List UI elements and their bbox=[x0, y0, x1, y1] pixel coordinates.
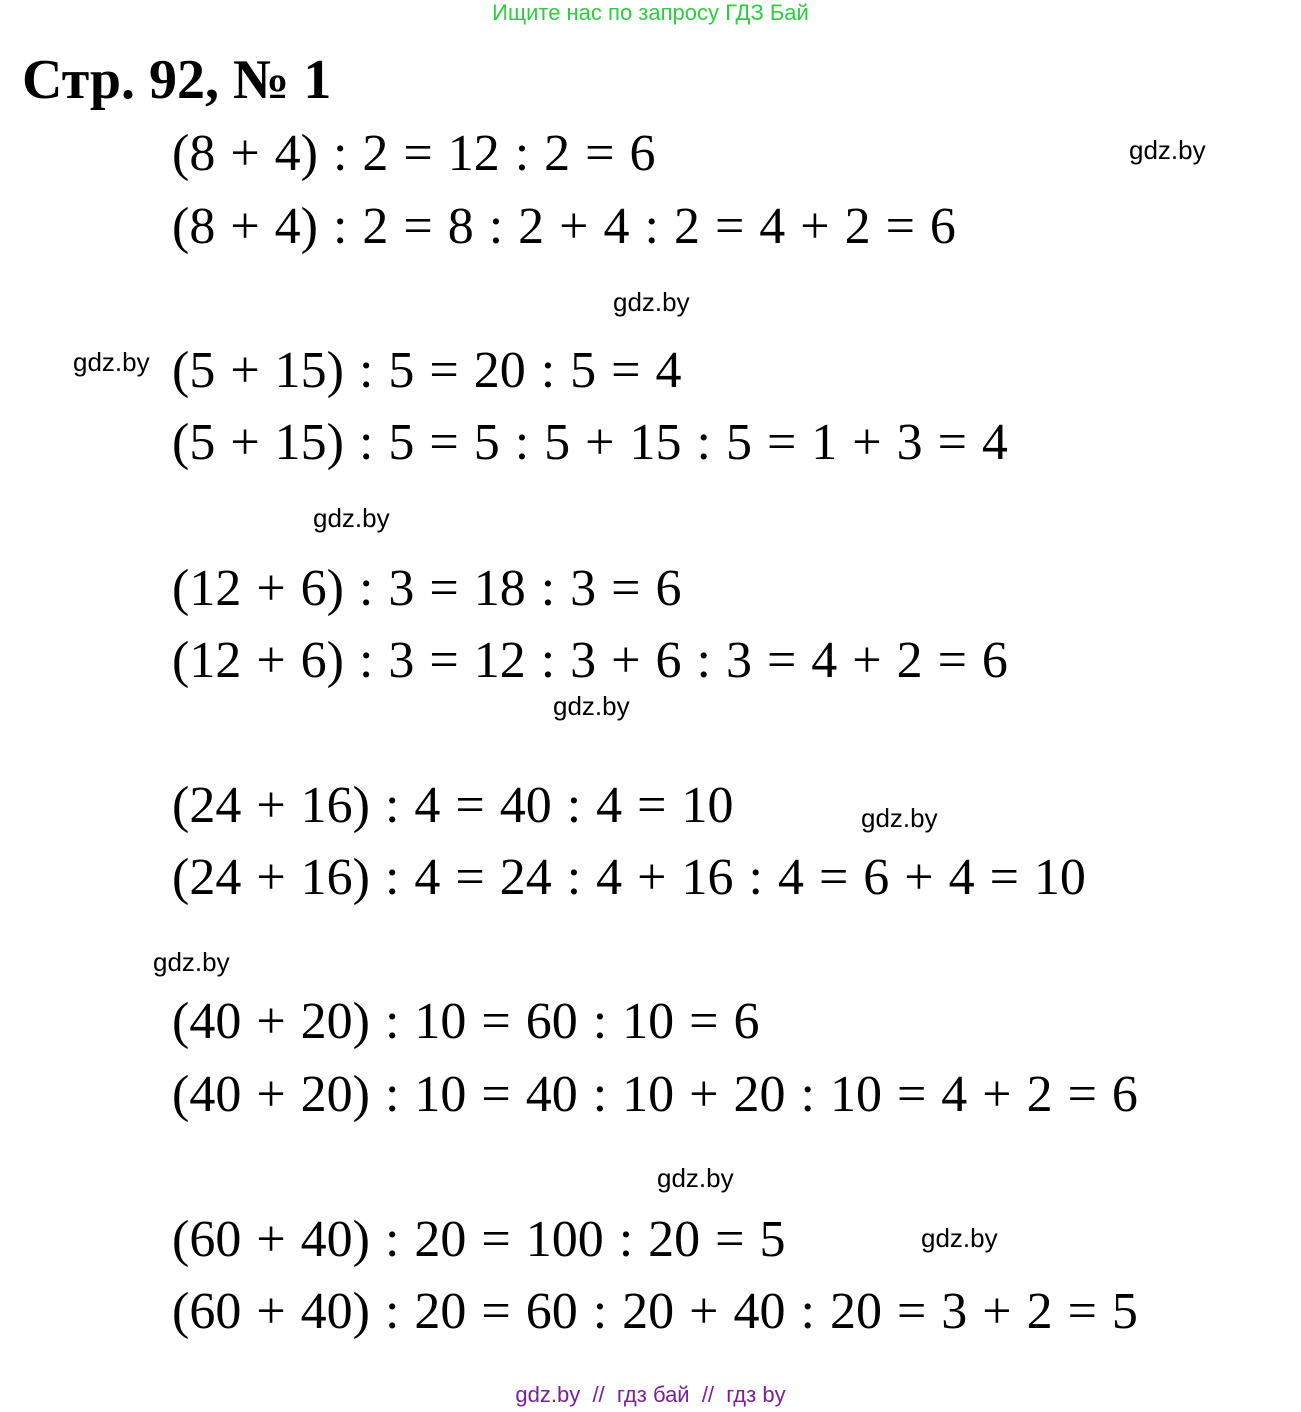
equation-4b: (24 + 16) : 4 = 24 : 4 + 16 : 4 = 6 + 4 = 10 bbox=[172, 849, 1086, 906]
equation-3b: (12 + 6) : 3 = 12 : 3 + 6 : 3 = 4 + 2 = 6 bbox=[172, 632, 1008, 689]
equation-6b: (60 + 40) : 20 = 60 : 20 + 40 : 20 = 3 + 2 = 5 bbox=[172, 1283, 1138, 1340]
watermark: gdz.by bbox=[613, 287, 690, 317]
watermark: gdz.by bbox=[1129, 135, 1206, 165]
watermark: gdz.by bbox=[313, 503, 390, 533]
equation-6a: (60 + 40) : 20 = 100 : 20 = 5 bbox=[172, 1211, 786, 1268]
equation-3a: (12 + 6) : 3 = 18 : 3 = 6 bbox=[172, 560, 682, 617]
watermark: gdz.by bbox=[921, 1223, 998, 1253]
search-hint-banner: Ищите нас по запросу ГДЗ Бай bbox=[492, 0, 809, 25]
watermark: gdz.by bbox=[153, 947, 230, 977]
watermark: gdz.by bbox=[73, 347, 150, 377]
equation-1a: (8 + 4) : 2 = 12 : 2 = 6 bbox=[172, 125, 656, 182]
equation-4a: (24 + 16) : 4 = 40 : 4 = 10 bbox=[172, 777, 734, 834]
watermark: gdz.by bbox=[861, 803, 938, 833]
watermark: gdz.by bbox=[657, 1163, 734, 1193]
equation-5b: (40 + 20) : 10 = 40 : 10 + 20 : 10 = 4 + 2 = 6 bbox=[172, 1066, 1138, 1123]
equation-2a: (5 + 15) : 5 = 20 : 5 = 4 bbox=[172, 342, 682, 399]
footer-links: gdz.by // гдз бай // гдз by bbox=[515, 1382, 786, 1407]
equation-1b: (8 + 4) : 2 = 8 : 2 + 4 : 2 = 4 + 2 = 6 bbox=[172, 198, 956, 255]
equation-2b: (5 + 15) : 5 = 5 : 5 + 15 : 5 = 1 + 3 = 4 bbox=[172, 414, 1008, 471]
page-title: Стр. 92, № 1 bbox=[22, 49, 332, 111]
watermark: gdz.by bbox=[553, 691, 630, 721]
equation-5a: (40 + 20) : 10 = 60 : 10 = 6 bbox=[172, 993, 760, 1050]
